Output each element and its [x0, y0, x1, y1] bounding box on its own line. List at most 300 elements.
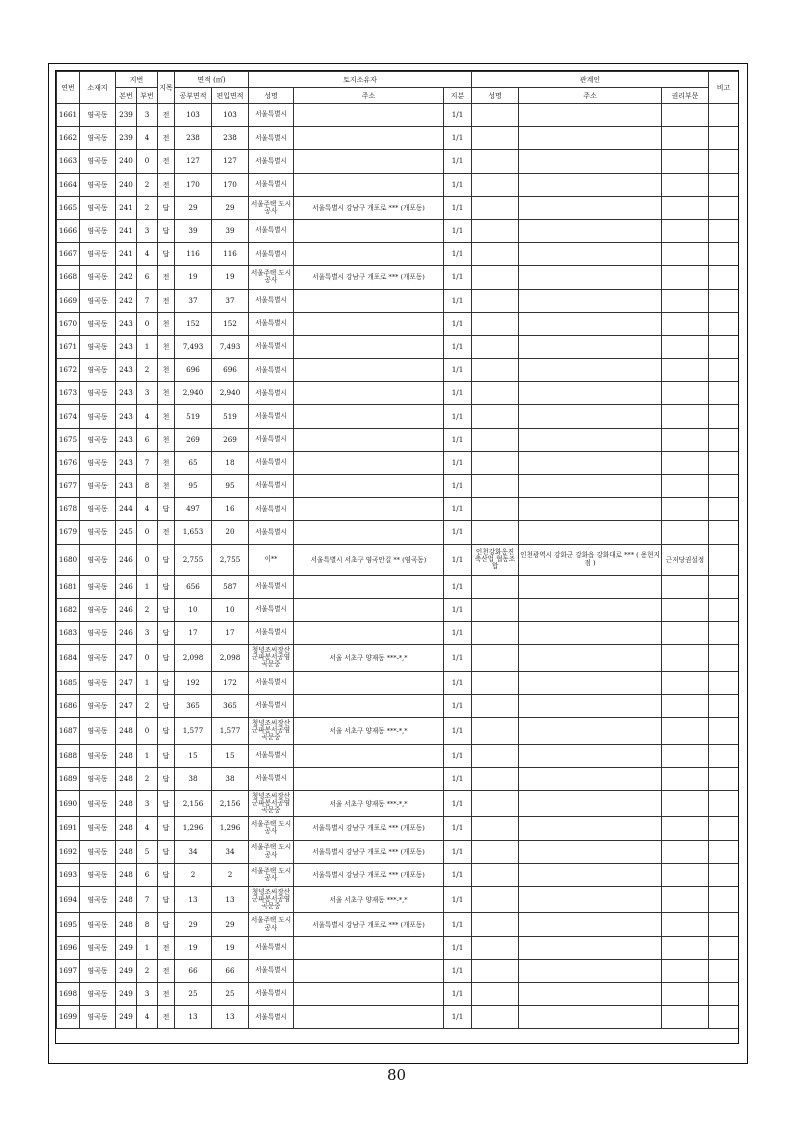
- cell-stakeholder-name: 인천강화옹진 축산업 협동조합: [472, 544, 519, 575]
- cell-owner-address: [294, 1006, 444, 1029]
- cell-land-type: 답: [158, 219, 175, 242]
- cell-official-area: 2,755: [175, 544, 212, 575]
- cell-official-area: 365: [175, 694, 212, 717]
- table-row: [57, 694, 739, 717]
- cell-sub-lot: 2: [137, 196, 158, 219]
- cell-main-lot: 243: [116, 312, 137, 335]
- page-number: 80: [386, 1066, 407, 1084]
- cell-no: 1663: [57, 150, 80, 173]
- cell-sub-lot: 2: [137, 959, 158, 982]
- cell-owner-name: 서울특별시: [249, 521, 294, 544]
- cell-sub-lot: 2: [137, 694, 158, 717]
- table-row: [57, 744, 739, 767]
- cell-official-area: 116: [175, 243, 212, 266]
- cell-incorporated-area: 269: [212, 428, 249, 451]
- cell-stakeholder-address: [519, 840, 662, 863]
- cell-sub-lot: 3: [137, 790, 158, 817]
- cell-owner-name: 서울특별시: [249, 243, 294, 266]
- cell-remarks: [709, 621, 739, 644]
- cell-stakeholder-address: [519, 173, 662, 196]
- cell-no: 1699: [57, 1006, 80, 1029]
- cell-stakeholder-address: [519, 382, 662, 405]
- cell-stakeholder-name: [472, 289, 519, 312]
- cell-stakeholder-name: [472, 498, 519, 521]
- cell-land-type: 답: [158, 863, 175, 886]
- cell-owner-name: 서울특별시: [249, 498, 294, 521]
- cell-rights: [662, 767, 709, 790]
- cell-land-type: 천: [158, 428, 175, 451]
- cell-share: 1/1: [444, 173, 472, 196]
- cell-remarks: [709, 312, 739, 335]
- cell-no: 1677: [57, 475, 80, 498]
- cell-incorporated-area: 2,940: [212, 382, 249, 405]
- cell-sub-lot: 8: [137, 913, 158, 936]
- cell-sub-lot: 1: [137, 936, 158, 959]
- cell-sub-lot: 4: [137, 1006, 158, 1029]
- cell-stakeholder-name: [472, 196, 519, 219]
- cell-remarks: [709, 359, 739, 382]
- cell-stakeholder-address: [519, 312, 662, 335]
- cell-owner-name: 서울특별시: [249, 598, 294, 621]
- cell-sub-lot: 6: [137, 863, 158, 886]
- cell-land-type: 답: [158, 886, 175, 913]
- cell-main-lot: 243: [116, 335, 137, 358]
- cell-sub-lot: 0: [137, 312, 158, 335]
- cell-stakeholder-name: [472, 173, 519, 196]
- cell-stakeholder-name: [472, 359, 519, 382]
- cell-land-type: 답: [158, 498, 175, 521]
- cell-official-area: 2: [175, 863, 212, 886]
- cell-stakeholder-address: [519, 718, 662, 745]
- table-row: [57, 405, 739, 428]
- cell-remarks: [709, 817, 739, 840]
- cell-stakeholder-name: [472, 645, 519, 672]
- cell-official-area: 15: [175, 744, 212, 767]
- cell-no: 1666: [57, 219, 80, 242]
- cell-no: 1698: [57, 983, 80, 1006]
- cell-remarks: [709, 718, 739, 745]
- cell-remarks: [709, 498, 739, 521]
- cell-sub-lot: 4: [137, 243, 158, 266]
- cell-owner-name: 서울특별시: [249, 359, 294, 382]
- cell-official-area: 39: [175, 219, 212, 242]
- cell-stakeholder-address: [519, 817, 662, 840]
- cell-stakeholder-name: [472, 451, 519, 474]
- cell-owner-name: 서울특별시: [249, 405, 294, 428]
- table-row: [57, 127, 739, 150]
- cell-sub-lot: 6: [137, 428, 158, 451]
- cell-no: 1695: [57, 913, 80, 936]
- cell-incorporated-area: 587: [212, 575, 249, 598]
- cell-land-type: 답: [158, 790, 175, 817]
- cell-rights: [662, 959, 709, 982]
- cell-land-type: 답: [158, 817, 175, 840]
- cell-main-lot: 248: [116, 767, 137, 790]
- cell-rights: [662, 521, 709, 544]
- cell-sub-lot: 7: [137, 289, 158, 312]
- cell-sub-lot: 4: [137, 817, 158, 840]
- cell-stakeholder-address: [519, 936, 662, 959]
- cell-owner-name: 서울특별시: [249, 671, 294, 694]
- cell-no: 1681: [57, 575, 80, 598]
- cell-rights: [662, 498, 709, 521]
- cell-owner-name: 서울주택 도시공사: [249, 266, 294, 289]
- cell-no: 1692: [57, 840, 80, 863]
- cell-location: 염곡동: [80, 266, 116, 289]
- cell-stakeholder-address: [519, 289, 662, 312]
- cell-main-lot: 249: [116, 959, 137, 982]
- cell-incorporated-area: 17: [212, 621, 249, 644]
- cell-owner-name: 서울특별시: [249, 983, 294, 1006]
- cell-share: 1/1: [444, 475, 472, 498]
- table-row: [57, 936, 739, 959]
- table-row: [57, 1006, 739, 1029]
- header-sub-lot: 부번: [137, 88, 158, 104]
- cell-official-area: 696: [175, 359, 212, 382]
- cell-location: 염곡동: [80, 335, 116, 358]
- cell-remarks: [709, 983, 739, 1006]
- cell-stakeholder-address: [519, 575, 662, 598]
- cell-official-area: 2,940: [175, 382, 212, 405]
- cell-land-type: 답: [158, 621, 175, 644]
- cell-owner-address: [294, 694, 444, 717]
- cell-sub-lot: 4: [137, 127, 158, 150]
- cell-sub-lot: 8: [137, 475, 158, 498]
- cell-location: 염곡동: [80, 219, 116, 242]
- cell-owner-address: 서울특별시 서초구 염곡안길 ** (염곡동): [294, 544, 444, 575]
- table-row: [57, 621, 739, 644]
- cell-stakeholder-name: [472, 266, 519, 289]
- cell-stakeholder-name: [472, 886, 519, 913]
- cell-official-area: 152: [175, 312, 212, 335]
- cell-location: 염곡동: [80, 983, 116, 1006]
- cell-rights: [662, 621, 709, 644]
- header-owner: 토지소유자: [249, 72, 472, 88]
- cell-stakeholder-address: [519, 451, 662, 474]
- cell-stakeholder-address: [519, 671, 662, 694]
- cell-owner-name: 서울특별시: [249, 335, 294, 358]
- cell-share: 1/1: [444, 150, 472, 173]
- cell-rights: [662, 817, 709, 840]
- cell-official-area: 238: [175, 127, 212, 150]
- cell-main-lot: 248: [116, 840, 137, 863]
- cell-stakeholder-address: [519, 359, 662, 382]
- cell-rights: [662, 671, 709, 694]
- cell-owner-address: [294, 219, 444, 242]
- cell-location: 염곡동: [80, 173, 116, 196]
- cell-sub-lot: 2: [137, 767, 158, 790]
- cell-rights: [662, 694, 709, 717]
- cell-owner-name: 서울특별시: [249, 475, 294, 498]
- cell-remarks: [709, 544, 739, 575]
- cell-owner-address: [294, 767, 444, 790]
- cell-land-type: 답: [158, 575, 175, 598]
- table-row: [57, 671, 739, 694]
- cell-rights: [662, 886, 709, 913]
- cell-owner-address: [294, 150, 444, 173]
- cell-official-area: 497: [175, 498, 212, 521]
- cell-location: 염곡동: [80, 817, 116, 840]
- cell-official-area: 13: [175, 886, 212, 913]
- cell-stakeholder-address: [519, 150, 662, 173]
- cell-no: 1662: [57, 127, 80, 150]
- cell-share: 1/1: [444, 196, 472, 219]
- cell-no: 1675: [57, 428, 80, 451]
- table-row: [57, 266, 739, 289]
- cell-stakeholder-address: [519, 863, 662, 886]
- cell-stakeholder-name: [472, 521, 519, 544]
- cell-sub-lot: 1: [137, 575, 158, 598]
- cell-incorporated-area: 10: [212, 598, 249, 621]
- cell-remarks: [709, 196, 739, 219]
- header-remarks: 비고: [709, 72, 739, 104]
- cell-rights: [662, 913, 709, 936]
- cell-remarks: [709, 243, 739, 266]
- cell-rights: [662, 863, 709, 886]
- table-row: [57, 104, 739, 127]
- cell-land-type: 전: [158, 266, 175, 289]
- cell-share: 1/1: [444, 863, 472, 886]
- table-row: [57, 886, 739, 913]
- cell-rights: [662, 645, 709, 672]
- cell-rights: [662, 127, 709, 150]
- cell-rights: [662, 1006, 709, 1029]
- cell-stakeholder-address: [519, 243, 662, 266]
- cell-stakeholder-address: [519, 521, 662, 544]
- cell-location: 염곡동: [80, 694, 116, 717]
- header-location: 소재지: [80, 72, 116, 104]
- cell-stakeholder-name: [472, 621, 519, 644]
- cell-share: 1/1: [444, 936, 472, 959]
- cell-remarks: [709, 598, 739, 621]
- table-row: [57, 790, 739, 817]
- cell-stakeholder-address: [519, 428, 662, 451]
- cell-incorporated-area: 34: [212, 840, 249, 863]
- cell-land-type: 전: [158, 936, 175, 959]
- cell-land-type: 전: [158, 1006, 175, 1029]
- cell-incorporated-area: 103: [212, 104, 249, 127]
- cell-rights: [662, 335, 709, 358]
- cell-sub-lot: 0: [137, 544, 158, 575]
- cell-incorporated-area: 29: [212, 913, 249, 936]
- cell-incorporated-area: 37: [212, 289, 249, 312]
- cell-main-lot: 248: [116, 744, 137, 767]
- cell-location: 염곡동: [80, 840, 116, 863]
- cell-official-area: 1,653: [175, 521, 212, 544]
- cell-incorporated-area: 152: [212, 312, 249, 335]
- cell-land-type: 천: [158, 312, 175, 335]
- cell-share: 1/1: [444, 521, 472, 544]
- cell-main-lot: 243: [116, 428, 137, 451]
- cell-stakeholder-address: [519, 959, 662, 982]
- cell-share: 1/1: [444, 312, 472, 335]
- cell-rights: [662, 790, 709, 817]
- cell-official-area: 19: [175, 936, 212, 959]
- cell-sub-lot: 7: [137, 886, 158, 913]
- table-row: [57, 575, 739, 598]
- cell-official-area: 192: [175, 671, 212, 694]
- cell-location: 염곡동: [80, 196, 116, 219]
- cell-owner-name: 서울특별시: [249, 312, 294, 335]
- table-row: [57, 335, 739, 358]
- cell-location: 염곡동: [80, 382, 116, 405]
- cell-land-type: 답: [158, 544, 175, 575]
- cell-owner-address: [294, 936, 444, 959]
- cell-stakeholder-address: [519, 104, 662, 127]
- cell-share: 1/1: [444, 790, 472, 817]
- cell-remarks: [709, 219, 739, 242]
- cell-share: 1/1: [444, 767, 472, 790]
- cell-official-area: 519: [175, 405, 212, 428]
- cell-location: 염곡동: [80, 312, 116, 335]
- cell-share: 1/1: [444, 104, 472, 127]
- cell-main-lot: 241: [116, 219, 137, 242]
- cell-no: 1694: [57, 886, 80, 913]
- cell-main-lot: 242: [116, 266, 137, 289]
- cell-land-type: 천: [158, 359, 175, 382]
- cell-official-area: 19: [175, 266, 212, 289]
- table-row: [57, 718, 739, 745]
- cell-rights: [662, 219, 709, 242]
- table-row: [57, 173, 739, 196]
- cell-owner-address: [294, 671, 444, 694]
- cell-incorporated-area: 20: [212, 521, 249, 544]
- cell-share: 1/1: [444, 983, 472, 1006]
- cell-location: 염곡동: [80, 451, 116, 474]
- cell-main-lot: 248: [116, 886, 137, 913]
- cell-main-lot: 239: [116, 104, 137, 127]
- cell-official-area: 65: [175, 451, 212, 474]
- cell-owner-address: 서울 서초구 양재동 ***-*,*: [294, 718, 444, 745]
- cell-share: 1/1: [444, 127, 472, 150]
- cell-remarks: [709, 645, 739, 672]
- cell-owner-name: 서울특별시: [249, 575, 294, 598]
- cell-share: 1/1: [444, 840, 472, 863]
- cell-stakeholder-name: [472, 863, 519, 886]
- cell-share: 1/1: [444, 913, 472, 936]
- cell-owner-name: 서울주택 도시공사: [249, 196, 294, 219]
- cell-sub-lot: 3: [137, 104, 158, 127]
- cell-no: 1684: [57, 645, 80, 672]
- cell-main-lot: 249: [116, 936, 137, 959]
- cell-no: 1697: [57, 959, 80, 982]
- cell-owner-address: [294, 405, 444, 428]
- cell-share: 1/1: [444, 451, 472, 474]
- cell-rights: [662, 243, 709, 266]
- cell-share: 1/1: [444, 335, 472, 358]
- cell-stakeholder-name: [472, 913, 519, 936]
- cell-stakeholder-name: [472, 694, 519, 717]
- cell-share: 1/1: [444, 671, 472, 694]
- cell-owner-name: 서울주택 도시공사: [249, 817, 294, 840]
- cell-owner-name: 서울특별시: [249, 382, 294, 405]
- cell-owner-address: [294, 335, 444, 358]
- cell-land-type: 천: [158, 405, 175, 428]
- cell-stakeholder-name: [472, 575, 519, 598]
- cell-owner-name: 서울주택 도시공사: [249, 913, 294, 936]
- cell-owner-address: 서울특별시 강남구 개포로 *** (개포동): [294, 863, 444, 886]
- cell-official-area: 2,156: [175, 790, 212, 817]
- cell-sub-lot: 3: [137, 983, 158, 1006]
- cell-land-type: 전: [158, 289, 175, 312]
- cell-land-type: 답: [158, 243, 175, 266]
- cell-owner-name: 서울특별시: [249, 127, 294, 150]
- cell-share: 1/1: [444, 498, 472, 521]
- cell-location: 염곡동: [80, 621, 116, 644]
- header-stakeholder: 관계인: [472, 72, 709, 88]
- cell-incorporated-area: 25: [212, 983, 249, 1006]
- table-container: [55, 70, 739, 1044]
- cell-main-lot: 240: [116, 173, 137, 196]
- cell-location: 염곡동: [80, 575, 116, 598]
- cell-land-type: 답: [158, 744, 175, 767]
- cell-land-type: 답: [158, 840, 175, 863]
- table-row: [57, 544, 739, 575]
- header-incorporated-area: 편입면적: [212, 88, 249, 104]
- cell-stakeholder-address: [519, 475, 662, 498]
- cell-no: 1679: [57, 521, 80, 544]
- cell-stakeholder-name: [472, 1006, 519, 1029]
- cell-official-area: 95: [175, 475, 212, 498]
- table-row: [57, 475, 739, 498]
- cell-no: 1680: [57, 544, 80, 575]
- cell-location: 염곡동: [80, 671, 116, 694]
- cell-land-type: 답: [158, 767, 175, 790]
- cell-stakeholder-address: [519, 645, 662, 672]
- cell-no: 1688: [57, 744, 80, 767]
- cell-main-lot: 247: [116, 694, 137, 717]
- cell-remarks: [709, 790, 739, 817]
- cell-no: 1661: [57, 104, 80, 127]
- cell-owner-address: [294, 521, 444, 544]
- cell-share: 1/1: [444, 405, 472, 428]
- cell-sub-lot: 6: [137, 266, 158, 289]
- table-row: [57, 983, 739, 1006]
- cell-stakeholder-name: [472, 936, 519, 959]
- land-registry-table: [56, 71, 739, 1029]
- cell-location: 염곡동: [80, 544, 116, 575]
- table-row: [57, 498, 739, 521]
- cell-stakeholder-name: [472, 127, 519, 150]
- cell-no: 1676: [57, 451, 80, 474]
- cell-land-type: 답: [158, 671, 175, 694]
- cell-location: 염곡동: [80, 790, 116, 817]
- table-row: [57, 645, 739, 672]
- cell-land-type: 전: [158, 127, 175, 150]
- cell-owner-address: [294, 598, 444, 621]
- cell-incorporated-area: 39: [212, 219, 249, 242]
- cell-sub-lot: 2: [137, 598, 158, 621]
- cell-stakeholder-name: [472, 840, 519, 863]
- header-area: 면적 (㎡): [175, 72, 249, 88]
- cell-share: 1/1: [444, 544, 472, 575]
- cell-sub-lot: 0: [137, 150, 158, 173]
- cell-stakeholder-address: [519, 790, 662, 817]
- cell-sub-lot: 0: [137, 645, 158, 672]
- cell-incorporated-area: 16: [212, 498, 249, 521]
- cell-incorporated-area: 18: [212, 451, 249, 474]
- cell-land-type: 전: [158, 959, 175, 982]
- cell-no: 1670: [57, 312, 80, 335]
- cell-stakeholder-address: [519, 498, 662, 521]
- header-land-type: 지목: [158, 72, 175, 104]
- cell-incorporated-area: 238: [212, 127, 249, 150]
- cell-location: 염곡동: [80, 959, 116, 982]
- table-row: [57, 359, 739, 382]
- cell-stakeholder-name: [472, 150, 519, 173]
- cell-no: 1664: [57, 173, 80, 196]
- cell-stakeholder-address: [519, 127, 662, 150]
